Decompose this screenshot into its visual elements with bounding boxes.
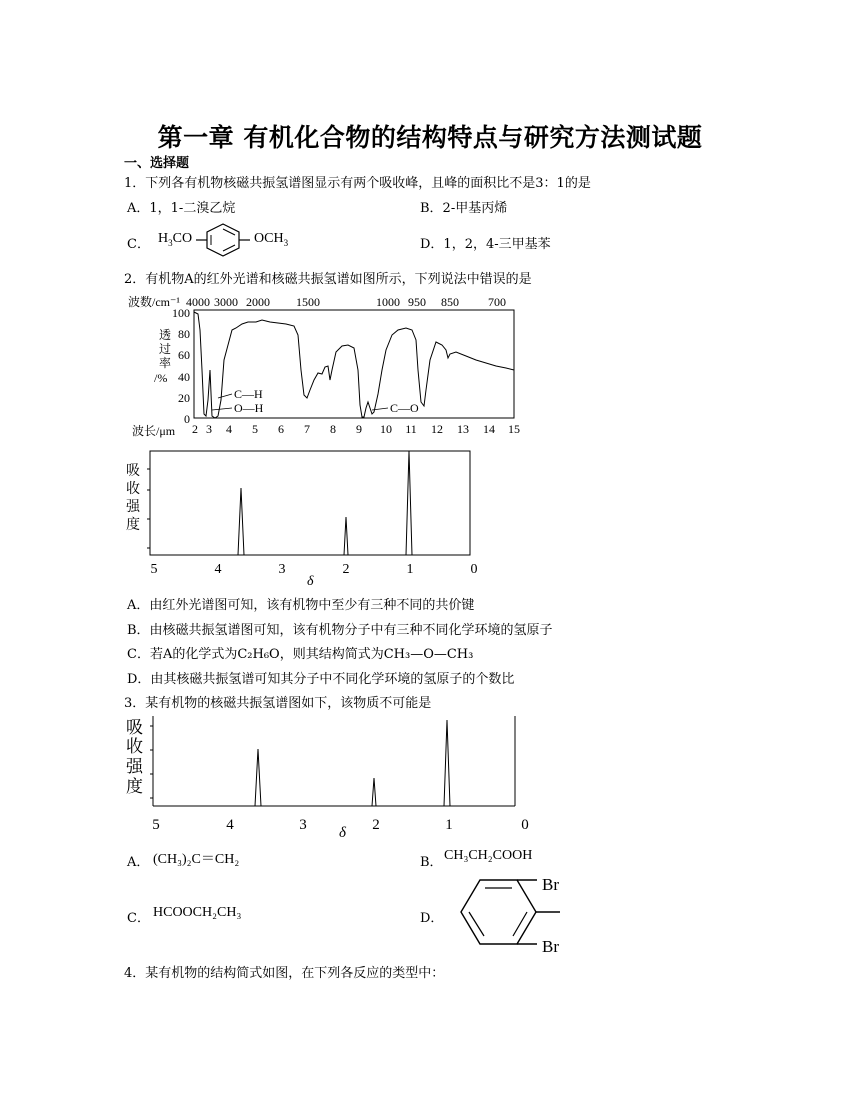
svg-text:4: 4: [226, 422, 232, 436]
wavenumber-ticks: [186, 295, 506, 309]
section-heading: 一、选择题: [124, 156, 190, 171]
svg-text:透: 透: [159, 328, 172, 342]
svg-text:O—H: O—H: [234, 401, 264, 415]
svg-text:度: 度: [126, 777, 143, 796]
svg-text:1000: 1000: [376, 295, 400, 309]
svg-text:4: 4: [226, 817, 234, 833]
svg-text:强: 强: [126, 757, 143, 776]
q3-option-a-formula: (CH₃)₂C＝CH₂: [153, 852, 240, 867]
svg-text:4000: 4000: [186, 295, 210, 309]
nmr-x-label: δ: [307, 574, 314, 589]
nmr-x-label: δ: [339, 825, 346, 840]
svg-text:吸: 吸: [126, 464, 140, 479]
q1-option-c-left-group: $H_3CO$: [158, 231, 193, 248]
nmr-peaks: [150, 451, 470, 555]
transmittance-label: [154, 328, 171, 385]
svg-text:15: 15: [508, 422, 520, 436]
q3-option-b-formula: CH₃CH₂COOH: [444, 848, 533, 863]
svg-text:强: 强: [126, 500, 140, 515]
q3-option-d-label[interactable]: D．: [420, 911, 444, 926]
svg-text:收: 收: [126, 737, 143, 756]
svg-text:3: 3: [278, 562, 286, 577]
q1-option-c-label[interactable]: C．: [127, 237, 150, 252]
svg-text:2: 2: [372, 817, 380, 833]
svg-text:C—H: C—H: [234, 387, 263, 401]
q1-stem: 1．下列各有机物核磁共振氢谱图显示有两个吸收峰，且峰的面积比不是3：1的是: [124, 176, 591, 191]
q3-stem: 3．某有机物的核磁共振氢谱图如下，该物质不可能是: [124, 696, 432, 711]
svg-text:40: 40: [178, 370, 190, 384]
q3-option-b-label[interactable]: B．: [420, 855, 443, 870]
svg-text:1: 1: [406, 562, 414, 577]
svg-text:8: 8: [330, 422, 336, 436]
svg-text:9: 9: [356, 422, 362, 436]
wavelength-label: 波长/μm: [132, 424, 176, 438]
svg-text:950: 950: [408, 295, 426, 309]
svg-text:率: 率: [159, 356, 172, 370]
q1-option-b[interactable]: B．2-甲基丙烯: [420, 201, 508, 216]
page-title: 第一章 有机化合物的结构特点与研究方法测试题: [157, 123, 703, 152]
q1-option-c-benzene-ring: [194, 220, 252, 260]
q1-option-d[interactable]: D．1，2，4-三甲基苯: [420, 237, 551, 252]
q3-option-a-label[interactable]: A．: [127, 855, 150, 870]
svg-text:1: 1: [445, 817, 453, 833]
q1-option-a[interactable]: A．1，1-二溴乙烷: [127, 201, 236, 216]
svg-text:13: 13: [457, 422, 469, 436]
q2-stem: 2．有机物A的红外光谱和核磁共振氢谱如图所示，下列说法中错误的是: [124, 272, 532, 287]
svg-text:12: 12: [431, 422, 443, 436]
svg-text:80: 80: [178, 327, 190, 341]
svg-text:0: 0: [470, 562, 478, 577]
svg-text:吸: 吸: [126, 718, 143, 737]
svg-text:7: 7: [304, 422, 310, 436]
svg-text:700: 700: [488, 295, 506, 309]
bromine-label-top: Br: [542, 875, 559, 894]
nmr-y-label: [126, 463, 141, 533]
svg-text:10: 10: [380, 422, 392, 436]
q1-option-c-right-group: $OCH_3$: [254, 231, 289, 248]
nmr-peaks: [153, 720, 515, 806]
ir-annotations: [212, 387, 419, 415]
wavelength-ticks: [192, 422, 520, 436]
svg-text:14: 14: [483, 422, 495, 436]
svg-text:20: 20: [178, 391, 190, 405]
q2-option-d[interactable]: D．由其核磁共振氢谱可知其分子中不同化学环境的氢原子的个数比: [127, 672, 515, 687]
svg-text:3: 3: [299, 817, 307, 833]
svg-text:3000: 3000: [214, 295, 238, 309]
svg-text:1500: 1500: [296, 295, 320, 309]
svg-text:收: 收: [126, 482, 140, 497]
nmr-x-ticks: [151, 562, 478, 577]
svg-text:过: 过: [159, 342, 172, 356]
svg-text:4: 4: [214, 562, 222, 577]
q4-stem: 4．某有机物的结构简式如图，在下列各反应的类型中：: [124, 966, 445, 981]
svg-text:5: 5: [252, 422, 258, 436]
nmr-y-label: [126, 718, 144, 796]
svg-text:60: 60: [178, 348, 190, 362]
q2-option-b[interactable]: B．由核磁共振氢谱图可知，该有机物分子中有三种不同化学环境的氢原子: [127, 623, 553, 638]
svg-text:/%: /%: [154, 371, 168, 385]
q3-option-c-formula: HCOOCH₂CH₃: [153, 905, 242, 920]
q2-nmr-spectrum: [120, 445, 490, 590]
svg-text:2000: 2000: [246, 295, 270, 309]
transmittance-ticks: [172, 306, 190, 426]
svg-text:5: 5: [150, 562, 158, 577]
ir-spectrum: [126, 290, 526, 440]
svg-text:100: 100: [172, 306, 190, 320]
svg-text:850: 850: [441, 295, 459, 309]
q2-option-c[interactable]: C．若A的化学式为C₂H₆O，则其结构简式为CH₃—O—CH₃: [127, 647, 474, 662]
q3-option-d-structure: [440, 872, 570, 956]
svg-text:5: 5: [152, 817, 160, 833]
svg-text:6: 6: [278, 422, 284, 436]
svg-text:0: 0: [184, 412, 190, 426]
svg-text:3: 3: [206, 422, 212, 436]
svg-text:2: 2: [192, 422, 198, 436]
q3-option-c-label[interactable]: C．: [127, 911, 150, 926]
q3-nmr-spectrum: [120, 712, 540, 840]
q2-option-a[interactable]: A．由红外光谱图可知，该有机物中至少有三种不同的共价键: [127, 598, 475, 613]
svg-text:0: 0: [521, 817, 529, 833]
bromine-label-bottom: Br: [542, 937, 559, 956]
svg-text:C—O: C—O: [390, 401, 419, 415]
wavenumber-label: 波数/cm⁻¹: [128, 295, 180, 309]
svg-text:度: 度: [126, 518, 140, 533]
svg-text:2: 2: [342, 562, 350, 577]
svg-text:11: 11: [405, 422, 417, 436]
